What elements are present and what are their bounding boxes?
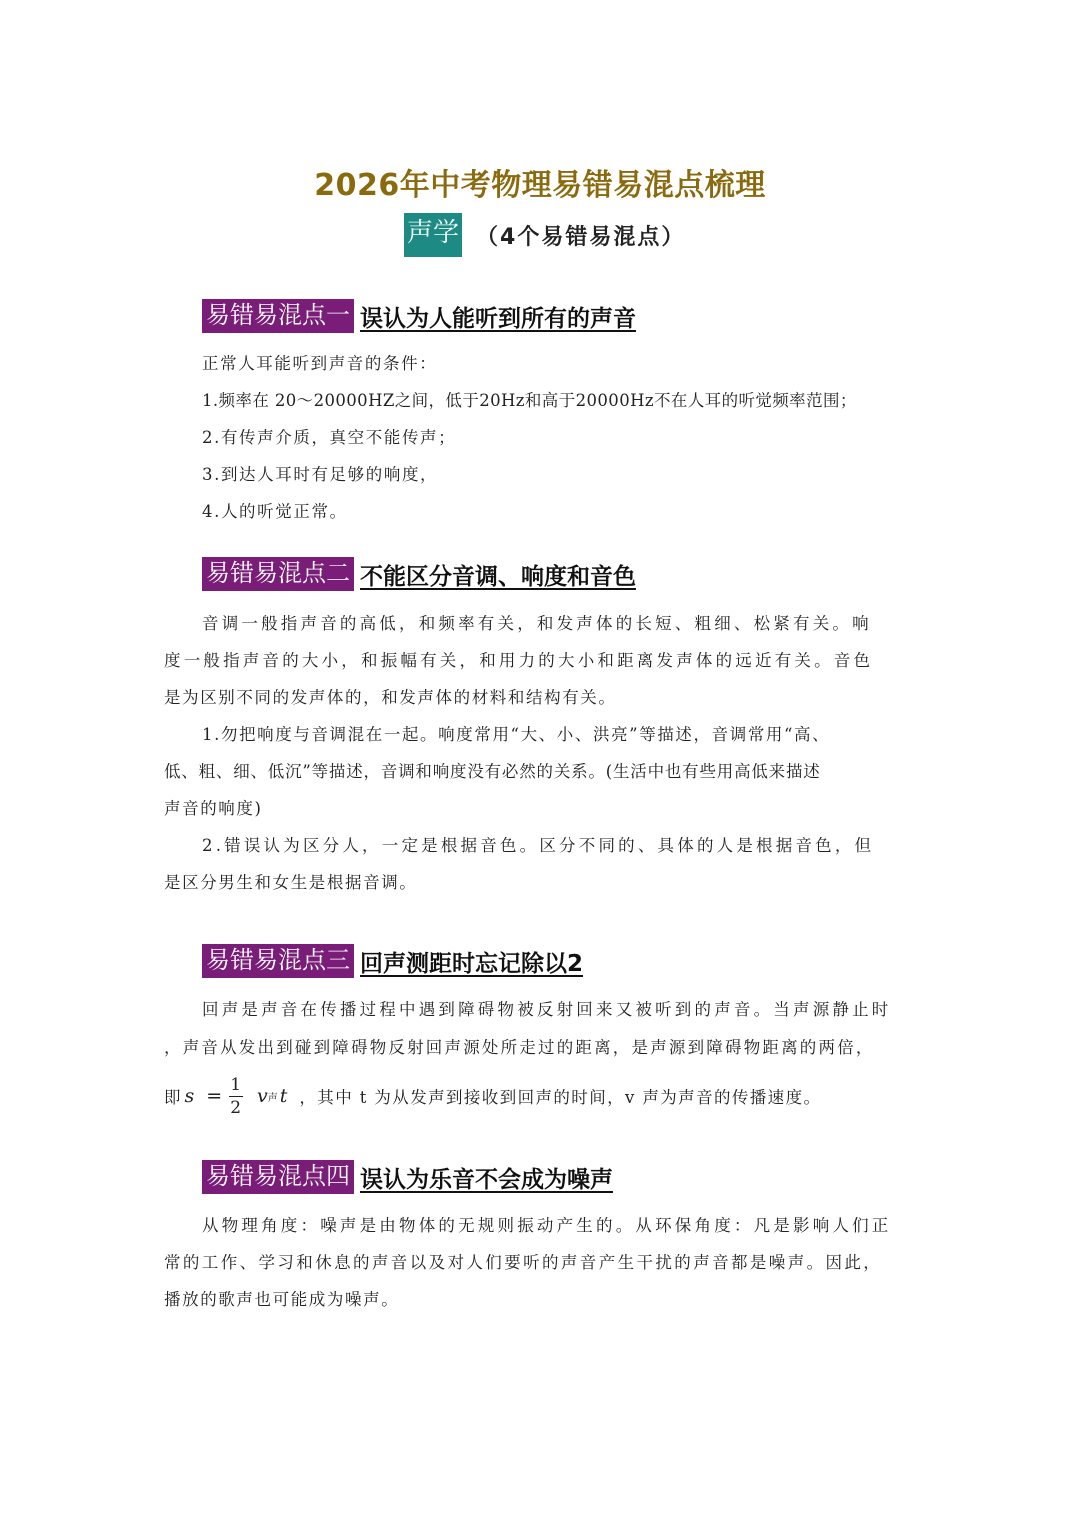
section-1-badge: 易错易混点一 [202, 299, 354, 333]
section-2-heading [202, 557, 636, 591]
subject-badge: 声学 [404, 213, 462, 257]
section-4-line: 播放的歌声也可能成为噪声。 [164, 1290, 400, 1309]
section-2-line: 2.错误认为区分人，一定是根据音色。区分不同的、具体的人是根据音色，但 [202, 836, 875, 855]
section-4-heading [202, 1160, 613, 1194]
section-2-line: 度一般指声音的大小，和振幅有关，和用力的大小和距离发声体的远近有关。音色 [164, 651, 874, 670]
section-3-line: 回声是声音在传播过程中遇到障碍物被反射回来又被听到的声音。当声源静止时 [202, 1000, 892, 1019]
section-2-line: 音调一般指声音的高低，和频率有关，和发声体的长短、粗细、松紧有关。响 [202, 614, 872, 633]
fraction-numerator: 1 [230, 1074, 242, 1095]
section-2-title: 不能区分音调、响度和音色 [360, 563, 636, 590]
section-2-badge: 易错易混点二 [202, 557, 354, 591]
section-1-line: 2.有传声介质，真空不能传声； [202, 428, 457, 447]
section-3-badge: 易错易混点三 [202, 944, 354, 978]
section-2-line: 声音的响度) [164, 799, 263, 818]
formula-equals: = [206, 1085, 223, 1107]
formula-prefix: 即 [164, 1088, 181, 1107]
section-2-line: 低、粗、细、低沉”等描述，音调和响度没有必然的关系。(生活中也有些用高低来描述 [164, 762, 821, 781]
formula-s: s [184, 1085, 195, 1107]
section-1-line: 1.频率在 20～20000HZ之间，低于20Hz和高于20000Hz不在人耳的听觉频率范围； [202, 391, 857, 410]
section-4-badge: 易错易混点四 [202, 1160, 354, 1194]
section-2-line: 是区分男生和女生是根据音调。 [164, 873, 418, 892]
formula-v-subscript: 声 [267, 1092, 278, 1104]
section-1-heading [202, 299, 636, 333]
section-4-line: 常的工作、学习和休息的声音以及对人们要听的声音产生干扰的声音都是噪声。因此， [164, 1253, 883, 1272]
echo-distance-formula [164, 1068, 821, 1124]
section-4-line: 从物理角度：噪声是由物体的无规则振动产生的。从环保角度：凡是影响人们正 [202, 1216, 892, 1235]
section-3-line: ，声音从发出到碰到障碍物反射回声源处所走过的距离，是声源到障碍物距离的两倍， [164, 1038, 875, 1057]
section-4-title: 误认为乐音不会成为噪声 [360, 1166, 613, 1193]
formula-v: v [257, 1085, 268, 1107]
subject-count: （4个易错易混点） [476, 224, 686, 250]
section-2-line: 是为区别不同的发声体的，和发声体的材料和结构有关。 [164, 688, 617, 707]
section-3-title: 回声测距时忘记除以2 [360, 950, 584, 977]
fraction-denominator: 2 [230, 1097, 242, 1118]
section-1-line: 正常人耳能听到声音的条件： [202, 354, 438, 373]
section-2-line: 1.勿把响度与音调混在一起。响度常用“大、小、洪亮”等描述，音调常用“高、 [202, 725, 831, 744]
subject-heading [404, 213, 685, 257]
formula-t: t [279, 1085, 288, 1107]
section-3-heading [202, 944, 583, 978]
formula-explanation: ，其中 t 为从发声到接收到回声的时间，v 声为声音的传播速度。 [299, 1088, 822, 1107]
section-1-line: 3.到达人耳时有足够的响度， [202, 465, 439, 484]
formula-fraction [228, 1074, 243, 1119]
document-title: 2026年中考物理易错易混点梳理 [314, 168, 766, 203]
section-1-line: 4.人的听觉正常。 [202, 502, 348, 521]
section-1-title: 误认为人能听到所有的声音 [360, 305, 636, 332]
